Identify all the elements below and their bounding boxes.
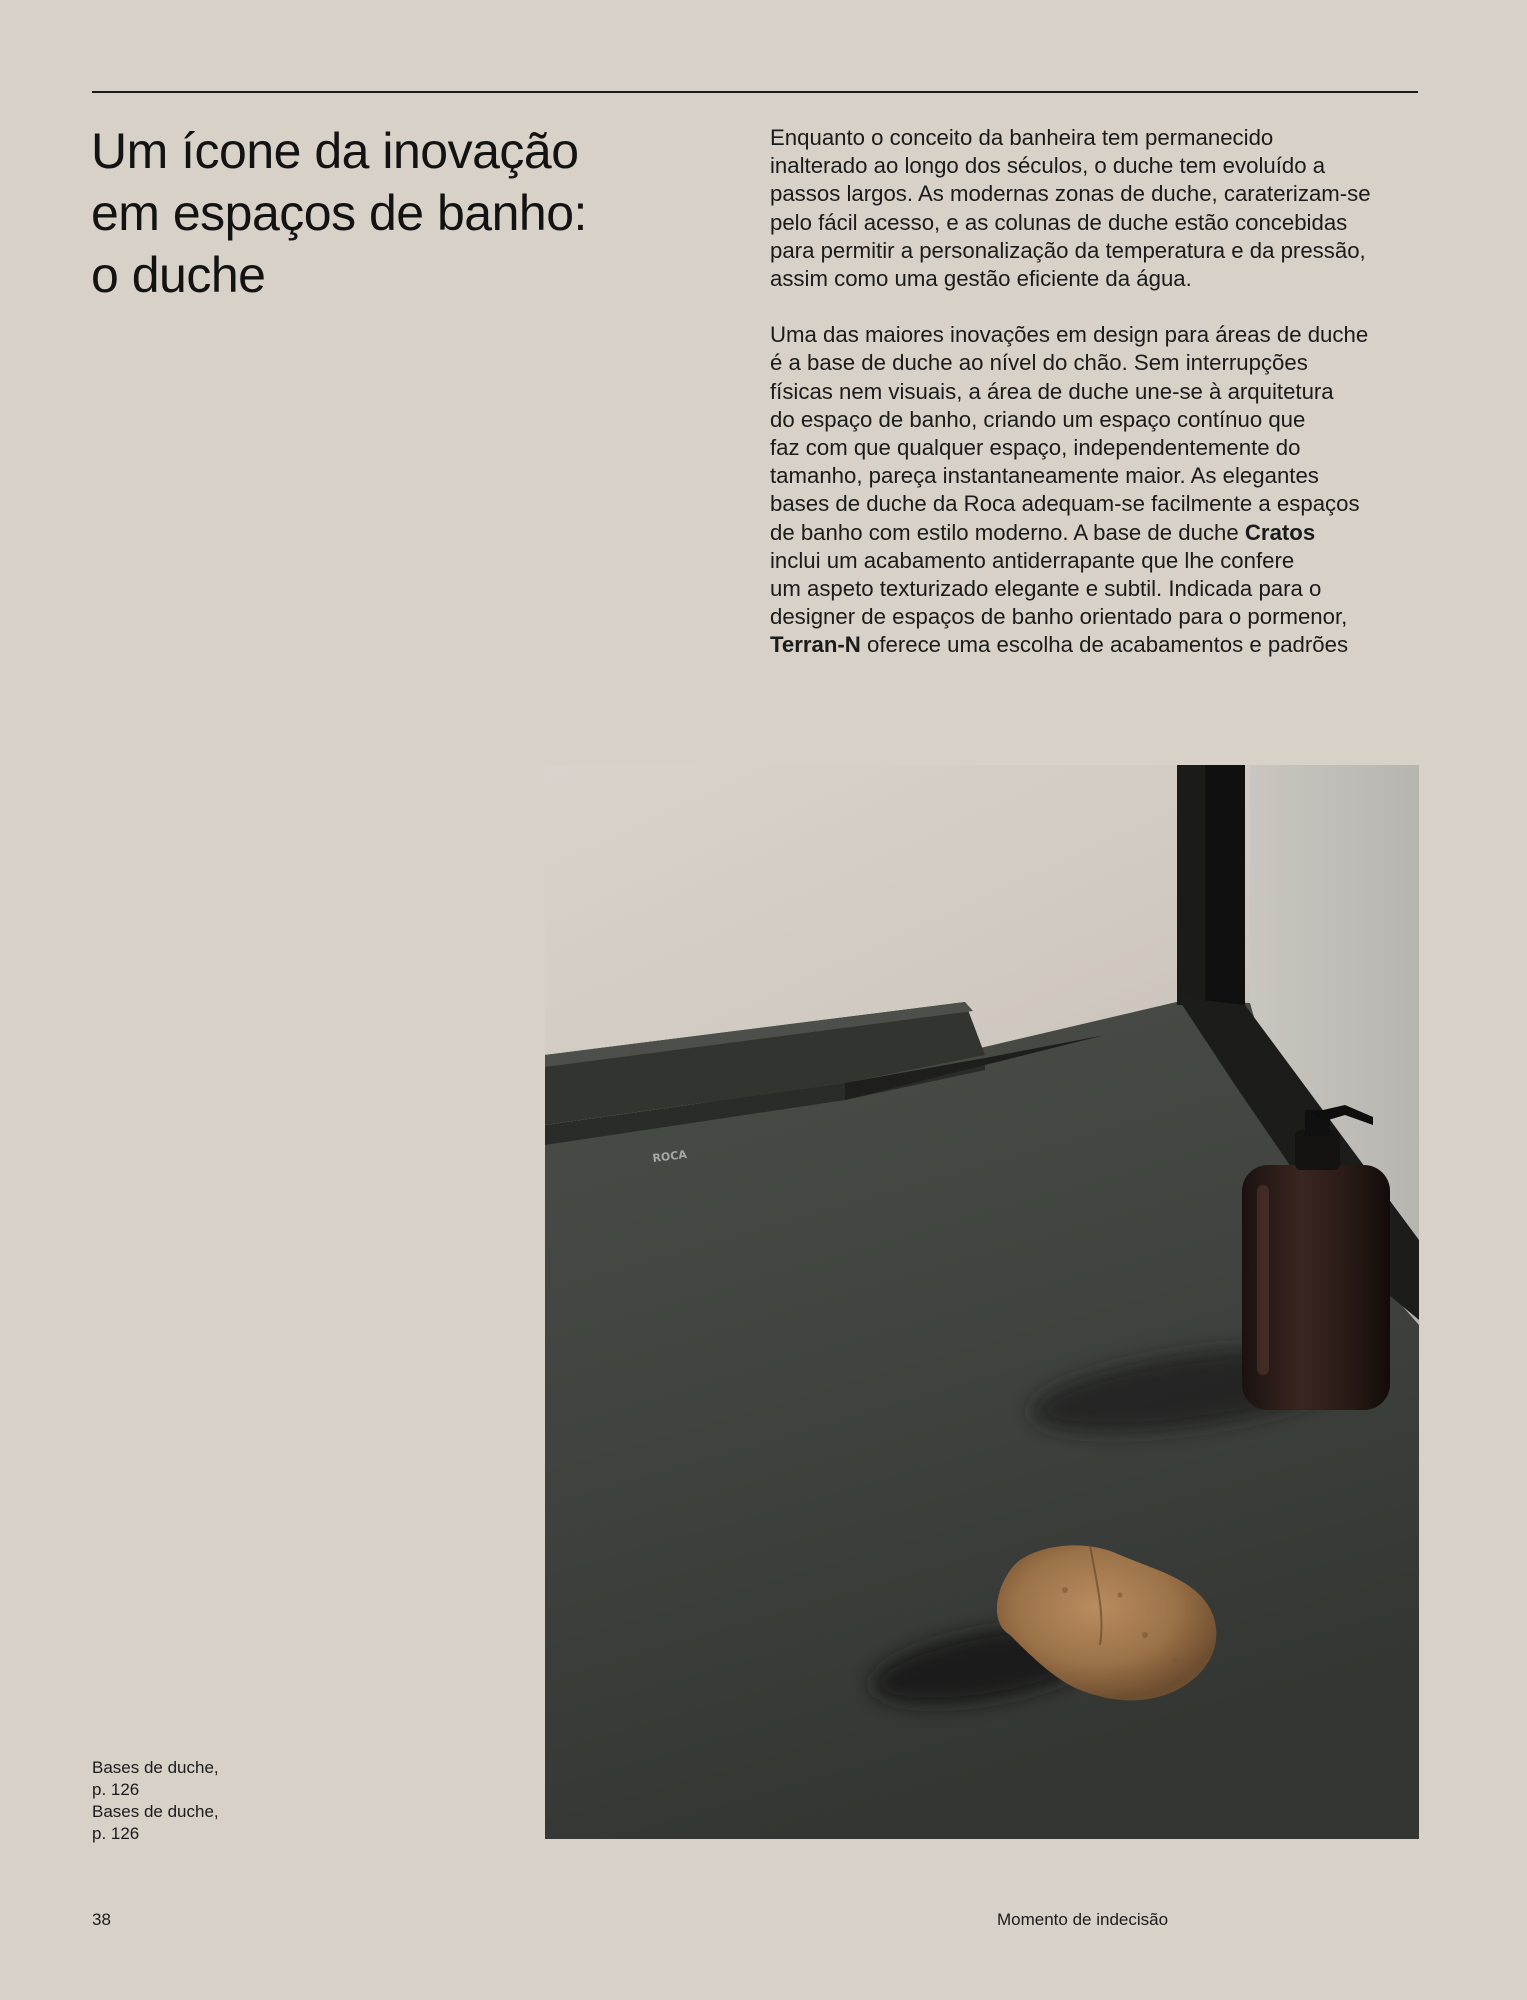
text-fragment: de banho com estilo moderno. A base de duche (770, 519, 1245, 545)
text-line: é a base de duche ao nível do chão. Sem interrupções (770, 350, 1308, 376)
text-line: designer de espaços de banho orientado para o pormenor, (770, 604, 1348, 630)
headline-line: o duche (91, 247, 266, 303)
caption-line: Bases de duche, (92, 1758, 219, 1777)
product-name-terran-n: Terran-N (770, 632, 861, 658)
text-line: inclui um acabamento antiderrapante que lhe confere (770, 547, 1295, 573)
text-line: assim como uma gestão eficiente da água. (770, 266, 1192, 292)
text-line: Uma das maiores inovações em design para áreas de duche (770, 322, 1369, 348)
text-fragment: oferece uma escolha de acabamentos e padrões (860, 632, 1349, 658)
paragraph-1 (770, 124, 1430, 293)
paragraph-2 (770, 321, 1430, 659)
caption-line: Bases de duche, (92, 1802, 219, 1821)
shower-tray-photo (545, 765, 1419, 1839)
text-line: um aspeto texturizado elegante e subtil. Indicada para o (770, 576, 1322, 602)
footer-section-title: Momento de indecisão (997, 1910, 1169, 1929)
top-rule (92, 91, 1418, 93)
caption-line: p. 126 (92, 1780, 140, 1799)
text-line: Enquanto o conceito da banheira tem permanecido (770, 125, 1274, 150)
roca-logo: ROCA (651, 1147, 688, 1165)
image-caption (92, 1757, 292, 1845)
text-line (770, 631, 1430, 659)
text-line: físicas nem visuais, a área de duche une-se à arquitetura (770, 378, 1334, 404)
text-line: inalterado ao longo dos séculos, o duche tem evoluído a (770, 153, 1326, 179)
text-line: para permitir a personalização da temperatura e da pressão, (770, 237, 1366, 263)
headline-line: Um ícone da inovação (91, 123, 579, 179)
text-line: passos largos. As modernas zonas de duche, caraterizam-se (770, 181, 1371, 207)
text-line: bases de duche da Roca adequam-se facilmente a espaços (770, 491, 1360, 517)
product-name-cratos: Cratos (1244, 519, 1316, 545)
text-line: do espaço de banho, criando um espaço contínuo que (770, 406, 1306, 432)
headline-line: em espaços de banho: (91, 185, 587, 241)
text-line: pelo fácil acesso, e as colunas de duche estão concebidas (770, 209, 1348, 235)
text-line: faz com que qualquer espaço, independentemente do (770, 435, 1301, 461)
body-text (770, 124, 1430, 660)
headline (91, 120, 711, 306)
caption-line: p. 126 (92, 1824, 140, 1843)
text-line (770, 519, 1430, 547)
text-line: tamanho, pareça instantaneamente maior. As elegantes (770, 463, 1319, 489)
page-number: 38 (92, 1910, 111, 1929)
